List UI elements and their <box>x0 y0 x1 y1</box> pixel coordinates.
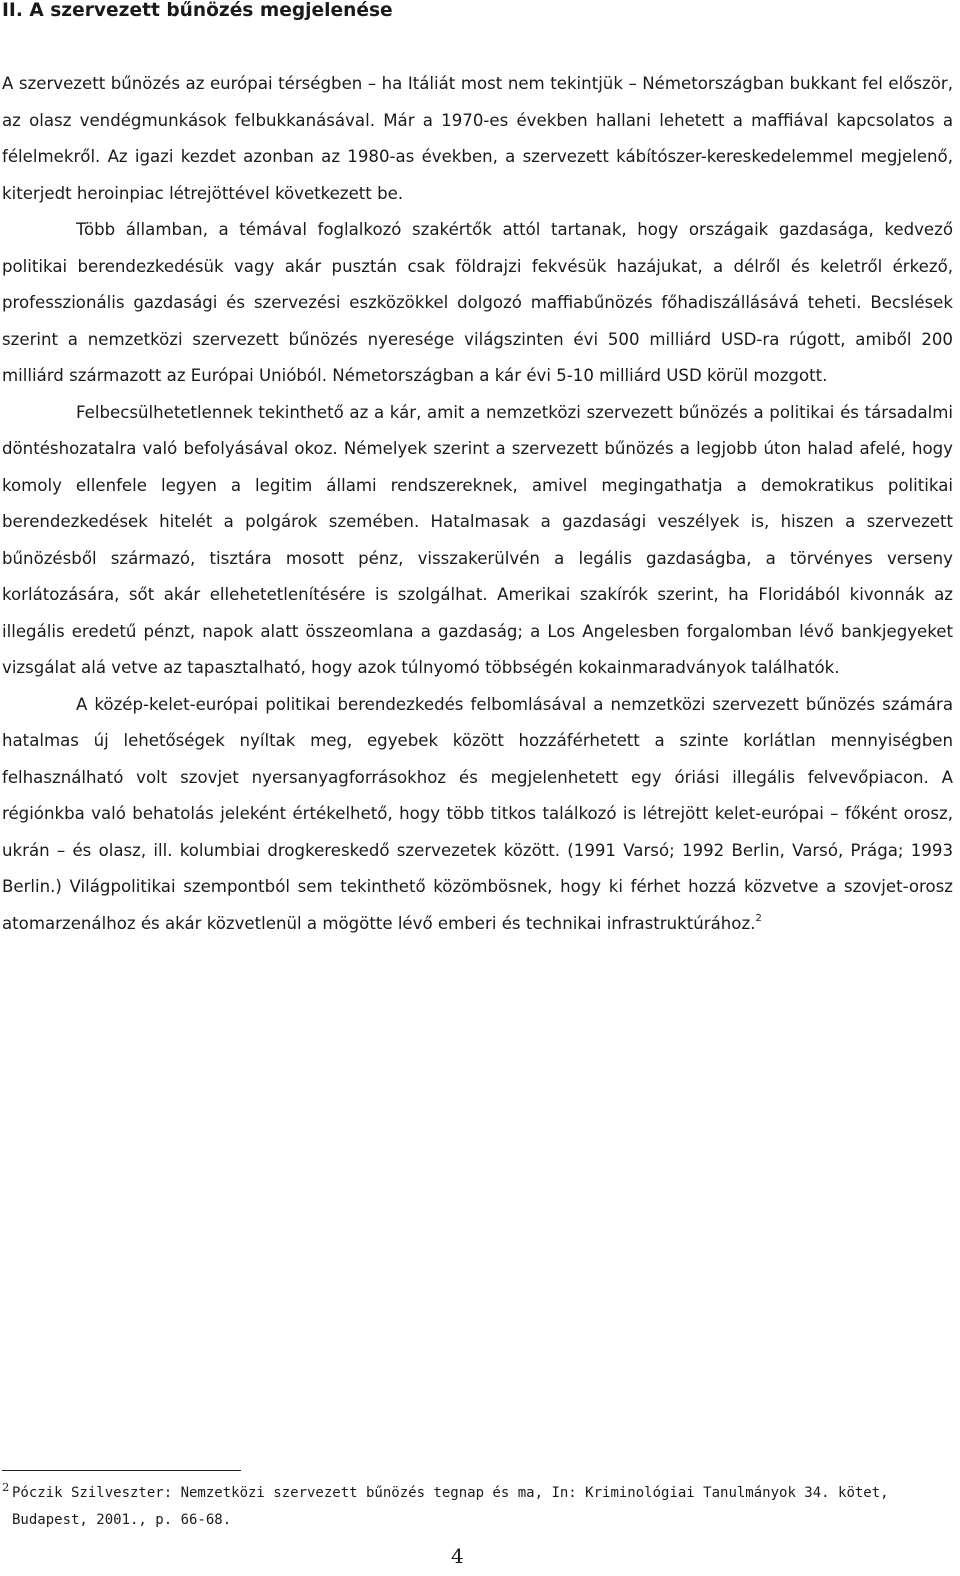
footnote-separator <box>2 1470 241 1471</box>
paragraph-3: Felbecsülhetetlennek tekinthető az a kár, amit a nemzetközi szervezett bűnözés a politikai és társadalmi döntéshozatalra való befolyásával okoz. Némelyek szerint a szervezett bűnözés a legjobb úton halad afelé, hogy komoly ellenfele legyen a legitim állami rendszereknek, amivel megingathatja a demokratikus politikai berendezkedések hitelét a polgárok szemében. Hatalmasak a gazdasági veszélyek is, hiszen a szervezett bűnözésből származó, tisztára mosott pénz, visszakerülvén a legális gazdaságba, a törvényes verseny korlátozására, sőt akár ellehetetlenítésére is szolgálhat. Amerikai szakírók szerint, ha Floridából kivonnák az illegális eredetű pénzt, napok alatt összeomlana a gazdaság; a Los Angelesben forgalomban lévő bankjegyeket vizsgálat alá vetve az tapasztalható, hogy azok túlnyomó többségén kokainmaradványok találhatók. <box>2 402 953 677</box>
paragraph-2: Több államban, a témával foglalkozó szakértők attól tartanak, hogy országaik gazdasága, kedvező politikai berendezkedésük vagy akár pusztán csak földrajzi fekvésük hazájukat, a délről és keletről érkező, professzionális gazdasági és szervezési eszközökkel dolgozó maffiabűnözés főhadiszállásává teheti. Becslések szerint a nemzetközi szervezett bűnözés nyeresége világszinten évi 500 milliárd USD-ra rúgott, amiből 200 milliárd származott az Európai Unióból. Németországban a kár évi 5-10 milliárd USD körül mozgott. <box>2 220 953 385</box>
paragraph-4-text: A közép-kelet-európai politikai berendezkedés felbomlásával a nemzetközi szervezett bűnözés számára hatalmas új lehetőségek nyíltak meg, egyebek között hozzáférhetett a szinte korlátlan mennyiségben felhasználható volt szovjet nyersanyagforrásokhoz és megjelenhetett egy óriási illegális felvevőpiacon. A régiónkba való behatolás jeleként értékelhető, hogy több titkos találkozó is létrejött kelet-európai – főként orosz, ukrán – és olasz, ill. kolumbiai drogkereskedő szervezetek között. (1991 Varsó; 1992 Berlin, Varsó, Prága; 1993 Berlin.) Világpolitikai szempontból sem tekinthető közömbösnek, hogy ki férhet hozzá közvetve a szovjet-orosz atomarzenálhoz és akár közvetlenül a mögötte lévő emberi és technikai infrastruktúrához. <box>2 694 953 933</box>
paragraph-4 <box>2 687 953 943</box>
footnote-text: Póczik Szilveszter: Nemzetközi szervezett bűnözés tegnap és ma, In: Kriminológiai Tanulmányok 34. kötet, Budapest, 2001., p. 66-68. <box>12 1485 889 1528</box>
footnote-number: 2 <box>2 1480 10 1494</box>
footnote-reference[interactable]: 2 <box>755 912 762 924</box>
paragraph-1: A szervezett bűnözés az európai térségben – ha Itáliát most nem tekintjük – Németországban bukkant fel először, az olasz vendégmunkások felbukkanásával. Már a 1970-es években hallani lehetett a maffiával kapcsolatos a félelmekről. Az igazi kezdet azonban az 1980-as években, a szervezett kábítószer-kereskedelemmel megjelenő, kiterjedt heroinpiac létrejöttével következett be. <box>2 74 953 203</box>
body-text <box>2 66 953 942</box>
section-heading: II. A szervezett bűnözés megjelenése <box>2 0 393 21</box>
page-number: 4 <box>451 1544 464 1568</box>
footnote <box>2 1480 902 1534</box>
